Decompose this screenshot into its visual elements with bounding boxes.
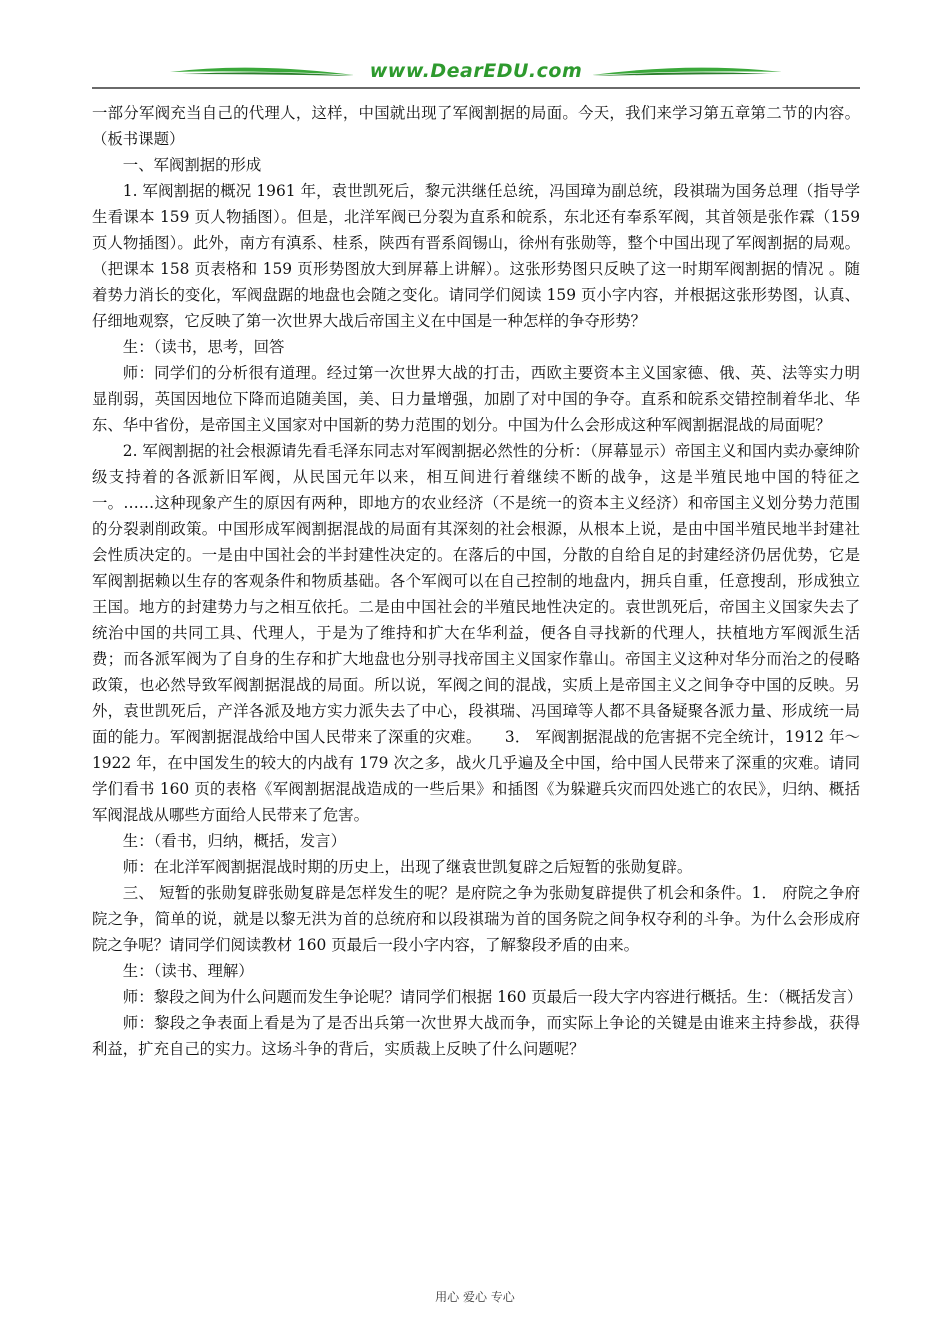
teacher-remark-4: 师：黎段之争表面上看是为了是否出兵第一次世界大战而争，而实际上争论的关键是由谁来主持参战，获得利益，扩充自己的实力。这场斗争的背后，实质裁上反映了什么问题呢？ [92, 1014, 860, 1058]
section-heading-1: 一、军阀割据的形成 [122, 156, 262, 174]
teacher-remark-1: 师：同学们的分析很有道理。经过第一次世界大战的打击，西欧主要资本主义国家德、俄、英、法等实力明显削弱，英国因地位下降而追随美国，美、日力量增强，加剧了对中国的争夺。直系和皖系交错控制着华北、华东、华中省份，是帝国主义国家对中国新的势力范围的划分。中国为什么会形成这种军阀割据混战的局面呢？ [92, 364, 860, 434]
site-logo-text: www.DearEDU.com [369, 60, 583, 82]
page-footer: 用心 爱心 专心 [435, 1290, 515, 1304]
teacher-remark-3: 师：黎段之间为什么问题而发生争论呢？请同学们根据 160 页最后一段大字内容进行概括。生：（概括发言） [122, 988, 863, 1006]
teacher-remark-2: 师：在北洋军阀割据混战时期的历史上，出现了继袁世凯复辟之后短暂的张勋复辟。 [122, 858, 693, 876]
paragraph-social-roots: 2. 军阀割据的社会根源请先看毛泽东同志对军阀割据必然性的分析：（屏幕显示）帝国主义和国内卖办豪绅阶级支持着的各派新旧军阀，从民国元年以来，相互间进行着继续不断的战争，这是半殖民地中国的特征之一。……这种现象产生的原因有两种，即地方的农业经济（不是统一的资本主义经济）和帝国主义划分势力范围的分裂剥削政策。中国形成军阀割据混战的局面有其深刻的社会根源，从根本上说，是由中国半殖民地半封建社会性质决定的。一是由中国社会的半封建性决定的。在落后的中国，分散的自给自足的封建经济仍居优势，它是军阀割据赖以生存的客观条件和物质基础。各个军阀可以在自己控制的地盘内，拥兵自重，任意搜刮，形成独立王国。地方的封建势力与之相互依托。二是由中国社会的半殖民地性决定的。袁世凯死后，帝国主义国家失去了统治中国的共同工具、代理人，于是为了维持和扩大在华利益，便各自寻找新的代理人，扶植地方军阀派生活费；而各派军阀为了自身的生存和扩大地盘也分别寻找帝国主义国家作靠山。帝国主义这种对华分而治之的侵略政策，也必然导致军阀割据混战的局面。所以说，军阀之间的混战，实质上是帝国主义之间争夺中国的反映。另外，袁世凯死后，产洋各派及地方实力派失去了中心，段祺瑞、冯国璋等人都不具备疑聚各派力量、形成统一局面的能力。军阀割据混战给中国人民带来了深重的灾难。 3． 军阀割据混战的危害据不完全统计，1912 年～1922 年，在中国发生的较大的内战有 179 次之多，战火几乎遍及全中国，给中国人民带来了深重的灾难。请同学们看书 160 页的表格《军阀割据混战造成的一些后果》和插图《为躲避兵灾而四处逃亡的农民》，归纳、概括军阀混战从哪些方面给人民带来了危害。 [92, 442, 860, 824]
student-response-2: 生：（看书，归纳，概括，发言） [122, 832, 346, 850]
page-header [92, 58, 860, 92]
paragraph-intro: 一部分军阀充当自己的代理人，这样，中国就出现了军阀割据的局面。今天，我们来学习第五章第二节的内容。（板书课题） [92, 104, 860, 148]
paragraph-overview: 1. 军阀割据的概况 1961 年，袁世凯死后，黎元洪继任总统，冯国璋为副总统，段祺瑞为国务总理（指导学生看课本 159 页人物插图）。但是，北洋军阀已分裂为直系和皖系，东北还有奉系军阀，其首领是张作霖（159 页人物插图）。此外，南方有滇系、桂系，陕西有晋系阎锡山，徐州有张勋等，整个中国出现了军阀割据的局观。（把课本 158 页表格和 159 页形势图放大到屏幕上讲解）。这张形势图只反映了这一时期军阀割据的情况 。随着势力消长的变化，军阀盘踞的地盘也会随之变化。请同学们阅读 159 页小字内容，并根据这张形势图，认真、仔细地观察，它反映了第一次世界大战后帝国主义在中国是一种怎样的争夺形势？ [92, 182, 860, 330]
document-body [92, 100, 863, 1062]
student-response-1: 生：（读书，思考，回答 [122, 338, 285, 356]
section-heading-3: 三、 短暂的张勋复辟张勋复辟是怎样发生的呢？是府院之争为张勋复辟提供了机会和条件。1． 府院之争府院之争，简单的说，就是以黎无洪为首的总统府和以段祺瑞为首的国务院之间争权夺利的斗争。为什么会形成府院之争呢？请同学们阅读教材 160 页最后一段小字内容，了解黎段矛盾的由来。 [92, 884, 860, 954]
student-response-3: 生：（读书、理解） [122, 962, 254, 980]
